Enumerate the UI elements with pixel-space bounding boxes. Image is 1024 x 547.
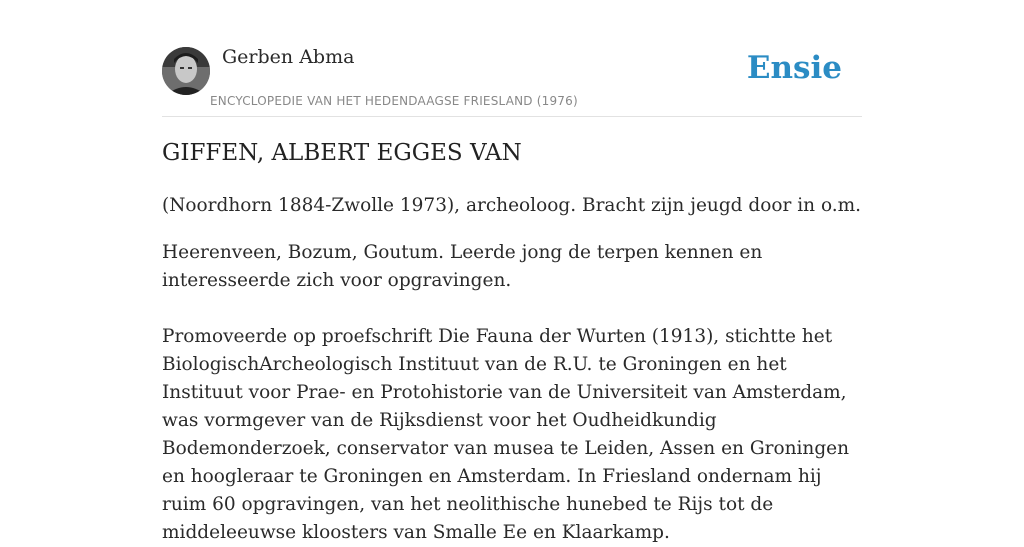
article-paragraph: Heerenveen, Bozum, Goutum. Leerde jong de terpen kennen en interesseerde zich voor opgravingen.	[162, 242, 763, 291]
article-body	[162, 192, 862, 547]
author-name[interactable]: Gerben Abma	[222, 46, 355, 68]
ensie-logo[interactable]: Ensie	[746, 50, 842, 86]
article-header	[162, 44, 862, 117]
article-paragraph: Promoveerde op proefschrift Die Fauna der Wurten (1913), stichtte het BiologischArcheologisch Instituut van de R.U. te Groningen en het Instituut voor Prae- en Protohistorie van de Universiteit van Amsterdam, was vormgever van de Rijksdienst voor het Oudheidkundig Bodemonderzoek, conservator van musea te Leiden, Assen en Groningen en hoogleraar te Groningen en Amsterdam. In Friesland ondernam hij ruim 60 opgravingen, van het neolithische hunebed te Rijs tot de middeleeuwse kloosters van Smalle Ee en Klaarkamp.	[162, 326, 850, 543]
article-title: GIFFEN, ALBERT EGGES VAN	[162, 140, 522, 166]
article-paragraph: (Noordhorn 1884-Zwolle 1973), archeoloog. Bracht zijn jeugd door in o.m.	[162, 195, 862, 216]
source-title[interactable]: ENCYCLOPEDIE VAN HET HEDENDAAGSE FRIESLAND (1976)	[210, 94, 578, 108]
author-portrait-icon	[162, 47, 210, 95]
author-avatar[interactable]	[162, 47, 210, 95]
